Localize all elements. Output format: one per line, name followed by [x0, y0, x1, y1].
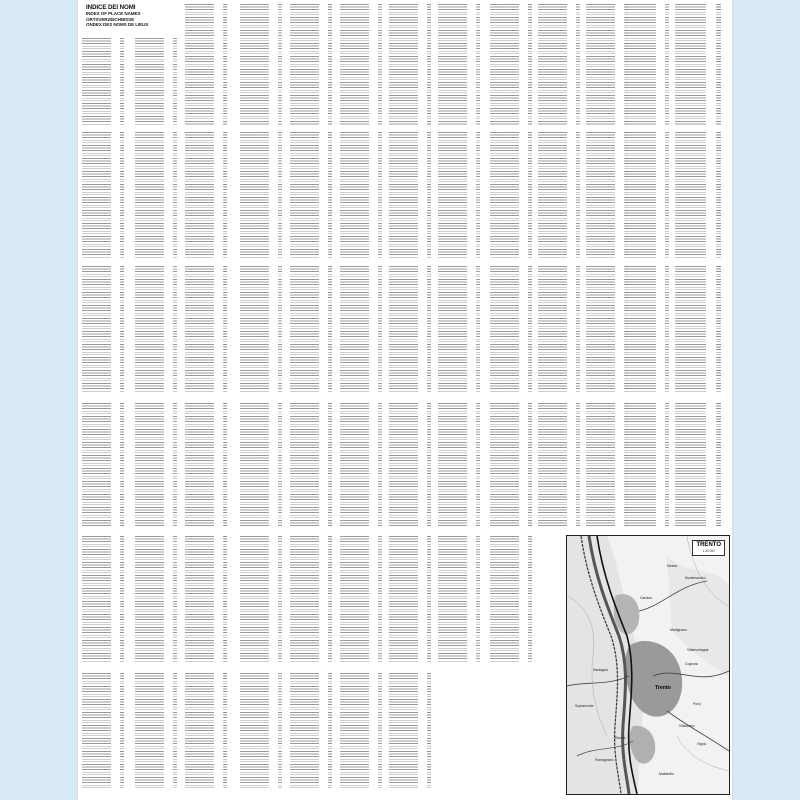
index-column-block — [290, 673, 332, 790]
map-label-ravina: Ravina — [615, 736, 626, 740]
index-column-block — [135, 403, 177, 526]
index-title: INDICE DEI NOMI — [86, 4, 136, 11]
index-column-block — [185, 403, 227, 526]
index-column-block — [240, 4, 282, 125]
index-column-block — [185, 266, 227, 392]
index-column-block — [438, 536, 480, 663]
map-scale: 1:30.000 — [702, 549, 715, 553]
index-column-block — [82, 536, 124, 663]
map-label-sardagna: Sardagna — [593, 668, 608, 672]
index-column-block — [389, 403, 431, 526]
index-column-block — [185, 536, 227, 663]
index-column-block — [240, 132, 282, 258]
index-column-block — [389, 536, 431, 663]
index-column-block — [675, 4, 721, 125]
index-column-block — [627, 403, 669, 526]
index-column-block — [82, 132, 124, 258]
index-column-block — [340, 403, 382, 526]
map-label-martignano: Martignano — [670, 628, 687, 632]
index-column-block — [135, 673, 177, 790]
map-label-meano: Meano — [667, 564, 678, 568]
index-column-block — [490, 403, 532, 526]
map-label-vigolo: Vigolo — [697, 742, 707, 746]
index-column-block — [82, 673, 124, 790]
index-column-block — [290, 132, 332, 258]
index-column-block — [438, 403, 480, 526]
index-column-block — [389, 4, 431, 125]
index-column-block — [82, 403, 124, 526]
index-column-block — [586, 403, 628, 526]
index-column-block — [135, 38, 177, 125]
index-column-block — [538, 403, 580, 526]
map-title: TRENTO — [696, 542, 721, 548]
index-subtitle-fr: ONDEX DES NOMS DE LIEUX — [86, 22, 149, 28]
index-column-block — [438, 266, 480, 392]
map-terrain-shade-east — [667, 556, 729, 676]
map-label-romagnano: Romagnano — [595, 758, 614, 762]
map-label-povo: Povo — [693, 702, 701, 706]
index-column-block — [586, 4, 628, 125]
index-column-block — [340, 266, 382, 392]
index-column-block — [389, 673, 431, 790]
map-label-cognola: Cognola — [685, 662, 698, 666]
index-column-block — [627, 4, 669, 125]
index-column-block — [438, 4, 480, 125]
map-label-mattarello: Mattarello — [659, 772, 674, 776]
index-column-block — [490, 132, 532, 258]
index-column-block — [340, 4, 382, 125]
index-column-block — [490, 536, 532, 663]
index-title-block — [86, 4, 176, 28]
map-label-villamontagna: Villamontagna — [687, 648, 709, 652]
index-column-block — [82, 38, 124, 125]
index-column-block — [290, 536, 332, 663]
index-column-block — [290, 4, 332, 125]
index-column-block — [185, 4, 227, 125]
index-sheet — [78, 0, 732, 800]
map-label-villazzano: Villazzano — [679, 724, 695, 728]
index-column-block — [240, 266, 282, 392]
map-label-montevaccino: Montevaccino — [685, 576, 706, 580]
index-column-block — [586, 132, 628, 258]
index-column-block — [135, 266, 177, 392]
index-column-block — [185, 673, 227, 790]
index-column-block — [538, 4, 580, 125]
map-title-box — [692, 540, 725, 556]
index-column-block — [675, 132, 721, 258]
city-map-graphic — [567, 536, 729, 794]
map-label-sopramonte: Sopramonte — [575, 704, 594, 708]
index-subtitle-en: INDEX OF PLACE NAMES — [86, 11, 141, 16]
index-column-block — [240, 673, 282, 790]
map-label-gardolo: Gardolo — [640, 596, 653, 600]
index-column-block — [675, 266, 721, 392]
index-column-block — [240, 403, 282, 526]
index-column-block — [82, 266, 124, 392]
trento-city-map — [566, 535, 730, 795]
index-column-block — [438, 132, 480, 258]
index-column-block — [340, 673, 382, 790]
index-column-block — [538, 266, 580, 392]
index-column-block — [340, 536, 382, 663]
index-column-block — [586, 266, 628, 392]
index-column-block — [240, 536, 282, 663]
index-column-block — [538, 132, 580, 258]
index-column-block — [135, 132, 177, 258]
index-column-block — [185, 132, 227, 258]
index-column-block — [490, 266, 532, 392]
index-column-block — [389, 132, 431, 258]
index-column-block — [675, 403, 721, 526]
index-column-block — [290, 403, 332, 526]
index-column-block — [135, 536, 177, 663]
index-column-block — [340, 132, 382, 258]
index-column-block — [290, 266, 332, 392]
index-column-block — [627, 266, 669, 392]
index-column-block — [389, 266, 431, 392]
index-column-block — [490, 4, 532, 125]
index-subtitle-de: ORTSVERZEICHNISSE — [86, 16, 135, 22]
index-column-block — [627, 132, 669, 258]
map-label-trento: Trento — [655, 685, 671, 691]
